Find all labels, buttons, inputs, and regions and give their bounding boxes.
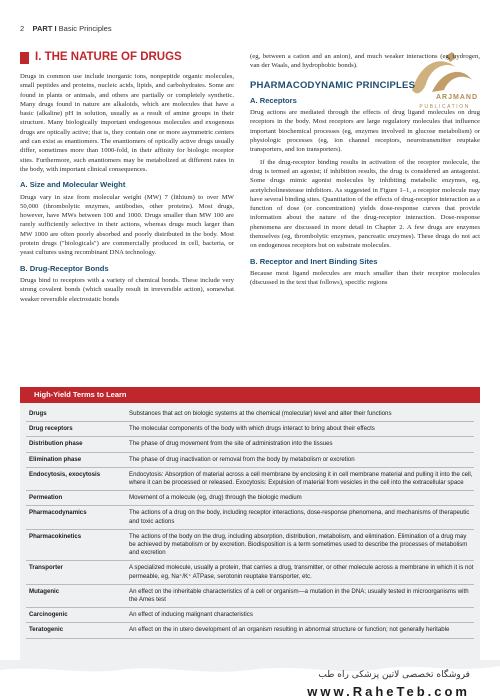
receptors-paragraph-2: If the drug-receptor binding results in activation of the receptor molecule, the drug is termed an agonist; if inhibition results, the drug is considered an antagonist. Some drugs mimic agonist molecules by inhibiting metabolic enzymes, eg, acetylcholinesterase inhibitors. As suggested in Figure 1–1, a receptor molecule may have several binding sites. Quantitation of the effects of drug-receptor interaction as a function of dose (or concentration) yields dose-response curves that provide information about the nature of the drug-receptor interaction. Dose-response phenomena are discussed in more detail in Chapter 2. A few drugs are enzymes themselves (eg, thrombolytic enzymes, pancreatic enzymes). These drugs do not act on endogenous receptors but on substrate molecules.	[250, 158, 480, 250]
definition: Endocytosis: Absorption of material across a cell membrane by enclosing it in cell membrane material and pulling it into the cell, where it can be processed or released. Exocytosis: Expulsion of material from vesicles in the cell into the extracellular space	[129, 470, 473, 487]
table-row	[26, 608, 474, 623]
page-number: 2	[20, 24, 25, 33]
table-row	[26, 407, 474, 422]
table-row	[26, 422, 474, 437]
intro-paragraph: Drugs in common use include inorganic ions, nonpeptide organic molecules, small peptides and proteins, nucleic acids, lipids, and carbohydrates. Some are found in plants or animals, and others are partially or completely synthetic. Many drugs found in nature are alkaloids, which are molecules that have a basic (alkaline) pH in solution, usually as a result of amine groups in their structure. Many biologically important endogenous molecules and exogenous drugs are optically active; that is, they contain one or more asymmetric centers and can exist as enantiomers. The enantiomers of optically active drugs usually differ, sometimes more than 1000-fold, in their affinity for biologic receptor sites. Furthermore, such enantiomers may be metabolized at different rates in the body, with important clinical consequences.	[20, 73, 234, 173]
pharmacodynamic-heading: PHARMACODYNAMIC PRINCIPLES	[250, 79, 416, 91]
running-header	[20, 24, 112, 33]
table-row	[26, 437, 474, 452]
term: Mutagenic	[29, 587, 60, 595]
publisher-logo-name: ARJMAND	[436, 94, 478, 101]
definition: Substances that act on biologic systems at the chemical (molecular) level and alter their functions	[129, 410, 392, 417]
continued-paragraph: (eg, between a cation and an anion), and much weaker interactions (eg, hydrogen, van der Waals, and hydrophobic bonds).	[250, 53, 480, 70]
table-row	[26, 453, 474, 468]
term: Drugs	[29, 410, 47, 417]
table-row	[26, 491, 474, 506]
definition: An effect of inducing malignant characteristics	[129, 611, 253, 619]
receptors-paragraph-1: Drug actions are mediated through the effects of drug ligand molecules on drug receptors in the body. Most receptors are large regulatory molecules that influence important biochemical processes (eg, enzymes involved in glucose metabolism) or physiologic processes (eg, ion channel receptors, neurotransmitter reuptake transporters, and ion transporters).	[250, 109, 480, 154]
term: Teratogenic	[29, 626, 64, 634]
definition: Movement of a molecule (eg, drug) through the biologic medium	[129, 494, 302, 502]
table-row	[26, 561, 474, 584]
definition: The actions of the body on the drug, including absorption, distribution, metabolism, and elimination. Elimination of a drug may be achieved by metabolism or by excretion. Biodisposition is a term sometimes used to describe the processes of metabolism and excretion	[129, 532, 468, 557]
definition: The phase of drug inactivation or removal from the body by metabolism or excretion	[129, 455, 355, 463]
table-row	[26, 506, 474, 529]
term: Drug receptors	[29, 425, 73, 433]
term: Endocytosis, exocytosis	[29, 470, 101, 478]
subheading-size: A. Size and Molecular Weight	[20, 180, 126, 190]
left-column	[20, 52, 234, 307]
high-yield-title: High-Yield Terms to Learn	[20, 387, 480, 403]
term: Permeation	[29, 494, 63, 502]
store-url[interactable]: www.RaheTeb.com	[307, 684, 470, 699]
part-title: Basic Principles	[58, 24, 112, 33]
table-row	[26, 585, 474, 608]
right-column	[250, 52, 480, 291]
table-row	[26, 530, 474, 562]
definition: An effect on the inheritable characteristics of a cell or organism—a mutation in the DNA; usually tested in microorganisms with the Ames test	[129, 587, 469, 604]
term: Transporter	[29, 564, 63, 572]
definition: The actions of a drug on the body, including receptor interactions, dose-response phenomena, and mechanisms of therapeutic and toxic actions	[129, 509, 470, 525]
section-marker	[20, 52, 29, 64]
part-label: PART I	[32, 24, 57, 33]
term: Distribution phase	[29, 440, 83, 448]
term: Pharmacodynamics	[29, 509, 87, 517]
definition: The phase of drug movement from the site of administration into the tissues	[129, 440, 333, 448]
definition: A specialized molecule, usually a protein, that carries a drug, transmitter, or other molecule across a membrane in which it is not permeable, eg, Na⁺/K⁺ ATPase, serotonin reuptake transporter, etc.	[129, 564, 474, 580]
term: Carcinogenic	[29, 611, 68, 619]
subheading-receptors: A. Receptors	[250, 95, 297, 105]
publisher-logo-subtitle: PUBLICATION	[419, 104, 470, 110]
section-title	[20, 52, 234, 64]
footer-banner	[0, 660, 500, 700]
table-row	[26, 468, 474, 491]
term: Pharmacokinetics	[29, 532, 82, 540]
subheading-bonds: B. Drug-Receptor Bonds	[20, 263, 109, 273]
store-name: فروشگاه تخصصی لاتین پزشکی راه طب	[318, 670, 470, 680]
term: Elimination phase	[29, 455, 82, 463]
high-yield-table	[20, 403, 480, 639]
table-row	[26, 623, 474, 638]
section-title-text: I. THE NATURE OF DRUGS	[35, 51, 182, 64]
definition: The molecular components of the body with which drugs interact to bring about their effects	[129, 425, 375, 433]
binding-sites-paragraph: Because most ligand molecules are much smaller than their receptor molecules (discussed in the text that follows), specific regions	[250, 269, 480, 287]
size-paragraph: Drugs vary in size from molecular weight (MW) 7 (lithium) to over MW 50,000 (thrombolytic enzymes, antibodies, other proteins). Most drugs, however, have MWs between 100 and 1000. Drugs smaller than MW 100 are rarely sufficiently selective in their actions, whereas drugs much larger than MW 1000 are often poorly absorbed and poorly distributed in the body. Most protein drugs ("biologicals") are commercially produced in cell, bacteria, or yeast cultures using recombinant DNA technology.	[20, 193, 234, 257]
bonds-paragraph: Drugs bind to receptors with a variety of chemical bonds. These include very strong covalent bonds (which usually result in irreversible action), somewhat weaker reversible electrostatic bonds	[20, 276, 234, 303]
definition: An effect on the in utero development of an organism resulting in abnormal structure or function; not generally heritable	[129, 626, 450, 634]
subheading-binding-sites: B. Receptor and Inert Binding Sites	[250, 256, 378, 266]
high-yield-terms-box	[20, 387, 480, 660]
